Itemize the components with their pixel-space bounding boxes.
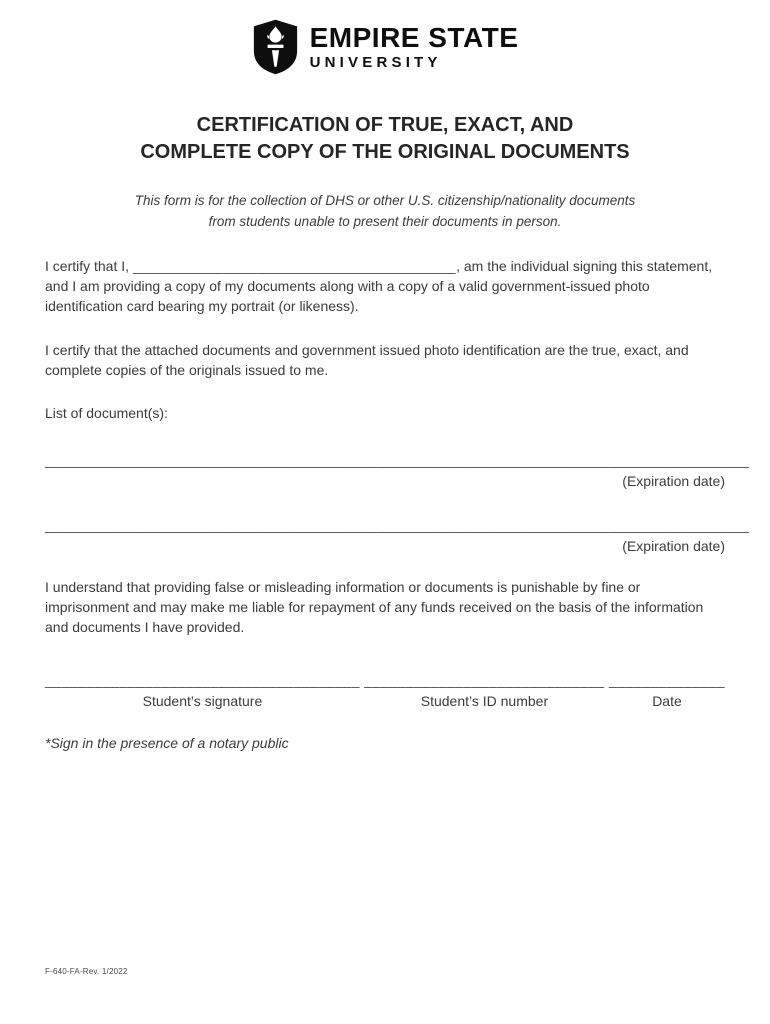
student-signature-label: Student’s signature [142,692,263,709]
certification-paragraph-2: I certify that the attached documents and government issued photo identification are the true, exact, and complete copies of the originals issued to me. [45,341,689,379]
expiration-date-field[interactable]: _______________ [625,451,750,468]
list-of-documents-label: List of document(s): [45,405,168,422]
intro-note-line1: This form is for the collection of DHS or other U.S. citizenship/nationality documents [134,193,636,208]
document-row [45,451,750,489]
intro-note-line2: from students unable to present their documents in person. [208,213,562,229]
page-title [45,112,725,166]
student-id-label: Student’s ID number [420,692,549,709]
document-name-field[interactable]: ______________________________________________________________________ [45,451,626,468]
torch-shield-icon [252,18,299,76]
university-logo [45,18,725,76]
signature-column [45,672,360,709]
date-column [609,672,725,709]
page-title-line1: CERTIFICATION OF TRUE, EXACT, AND [196,114,574,136]
certify1-pre-text: I certify that I, [45,257,133,274]
notary-note: *Sign in the presence of a notary public [45,734,289,751]
student-name-field[interactable]: _______________________________________ [132,257,457,274]
date-field[interactable]: ______________ [608,671,725,688]
date-label: Date [652,692,682,709]
form-number-footer: F-640-FA-Rev. 1/2022 [45,967,128,976]
page-title-line2: COMPLETE COPY OF THE ORIGINAL DOCUMENTS [140,141,630,163]
university-name-line1: EMPIRE STATE [309,21,519,53]
intro-note [45,191,725,233]
university-name [310,23,519,72]
document-name-field[interactable]: ______________________________________________________________________ [45,516,626,533]
document-row [45,516,750,554]
certification-paragraph-1 [45,256,725,317]
certify1-post-text: , am the individual signing this statement, and I am providing a copy of my documents along with a copy of a valid government-issued photo identification card bearing my portrait (or likeness). [45,257,713,315]
signature-section [45,672,725,709]
student-id-field[interactable]: _____________________________ [364,671,605,688]
id-number-column [364,672,604,709]
expiration-date-label: (Expiration date) [622,537,725,554]
expiration-date-field[interactable]: _______________ [625,516,750,533]
expiration-date-label: (Expiration date) [622,472,725,489]
student-signature-field[interactable]: ______________________________________ [45,671,360,688]
university-name-line2: UNIVERSITY [309,54,442,72]
acknowledgement-paragraph: I understand that providing false or misleading information or documents is punishable by fine or imprisonment and may make me liable for repayment of any funds received on the basis of the information and documents I have provided. [45,578,704,636]
